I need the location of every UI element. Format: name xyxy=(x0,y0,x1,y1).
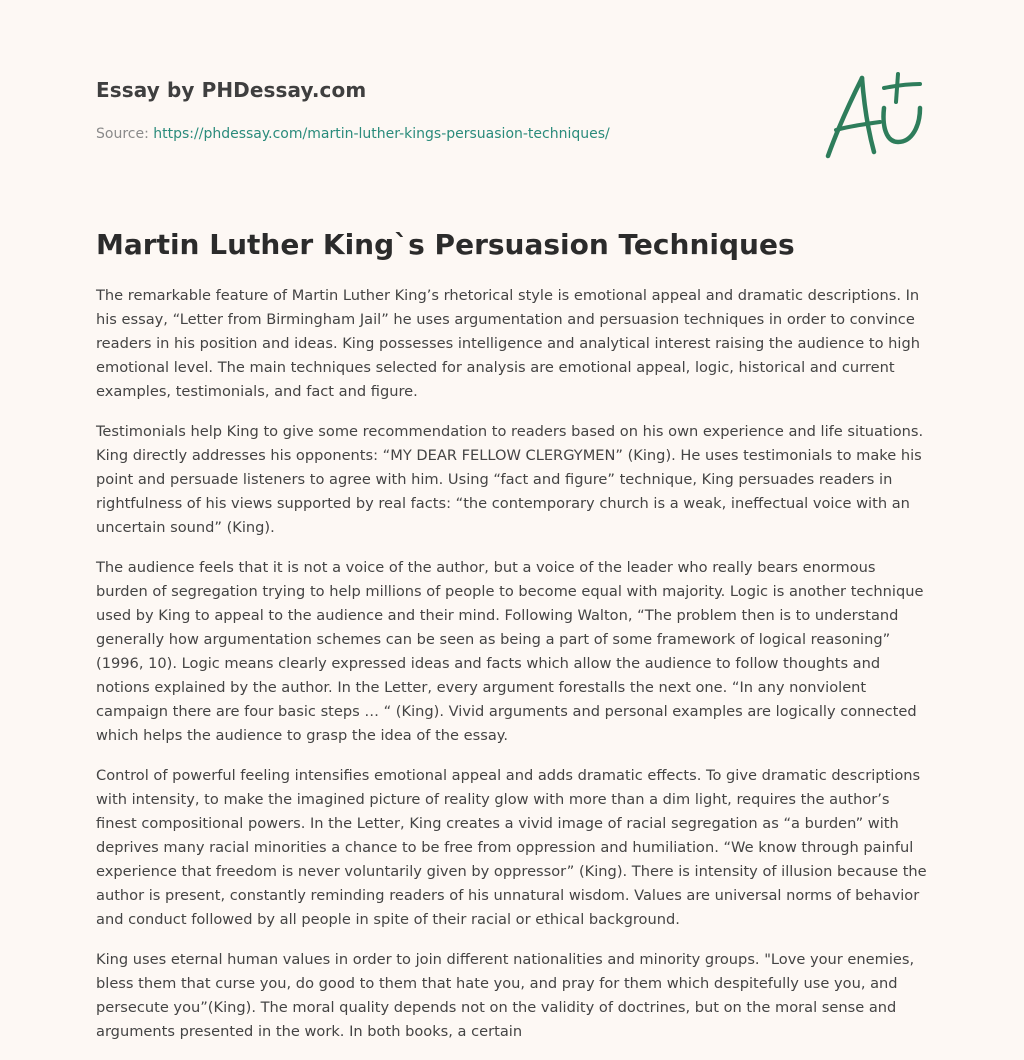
essay-title: Martin Luther King`s Persuasion Techniques xyxy=(96,228,795,261)
essay-paragraph: The audience feels that it is not a voice of the author, but a voice of the leader who really bears enormous burden of segregation trying to help millions of people to become equal with majority. Logic is another technique used by King to appeal to the audience and their mind. Following Walton, “The problem then is to understand generally how argumentation schemes can be seen as being a part of some framework of logical reasoning” (1996, 10). Logic means clearly expressed ideas and facts which allow the audience to follow thoughts and notions explained by the author. In the Letter, every argument forestalls the next one. “In any nonviolent campaign there are four basic steps … “ (King). Vivid arguments and personal examples are logically connected which helps the audience to grasp the idea of the essay. xyxy=(96,559,924,744)
source-link[interactable]: https://phdessay.com/martin-luther-kings-persuasion-techniques/ xyxy=(153,126,610,142)
a-plus-logo-icon xyxy=(816,68,928,164)
essay-paragraph: Control of powerful feeling intensifies emotional appeal and adds dramatic effects. To give dramatic descriptions with intensity, to make the imagined picture of reality glow with more than a dim light, requires the author’s finest compositional powers. In the Letter, King creates a vivid image of racial segregation as “a burden” with deprives many racial minorities a chance to be free from oppression and humiliation. “We know through painful experience that freedom is never voluntarily given by oppressor” (King). There is intensity of illusion because the author is present, constantly reminding readers of his unnatural wisdom. Values are universal norms of behavior and conduct followed by all people in spite of their racial or ethical background. xyxy=(96,767,927,928)
site-title: Essay by PHDessay.com xyxy=(96,78,367,102)
source-label: Source: xyxy=(96,126,154,142)
essay-paragraph: Testimonials help King to give some recommendation to readers based on his own experience and life situations. King directly addresses his opponents: “MY DEAR FELLOW CLERGYMEN” (King). He uses testimonials to make his point and persuade listeners to agree with him. Using “fact and figure” technique, King persuades readers in rightfulness of his views supported by real facts: “the contemporary church is a weak, ineffectual voice with an uncertain sound” (King). xyxy=(96,423,924,536)
essay-paragraph: King uses eternal human values in order to join different nationalities and minority groups. "Love your enemies, bless them that curse you, do good to them that hate you, and pray for them which despitefully use you, and persecute you”(King). The moral quality depends not on the validity of doctrines, but on the moral sense and arguments presented in the work. In both books, a certain xyxy=(96,951,915,1040)
source-line xyxy=(96,124,610,144)
essay-body xyxy=(96,284,928,1060)
essay-paragraph: The remarkable feature of Martin Luther King’s rhetorical style is emotional appeal and dramatic descriptions. In his essay, “Letter from Birmingham Jail” he uses argumentation and persuasion techniques in order to convince readers in his position and ideas. King possesses intelligence and analytical interest raising the audience to high emotional level. The main techniques selected for analysis are emotional appeal, logic, historical and current examples, testimonials, and fact and figure. xyxy=(96,287,920,400)
